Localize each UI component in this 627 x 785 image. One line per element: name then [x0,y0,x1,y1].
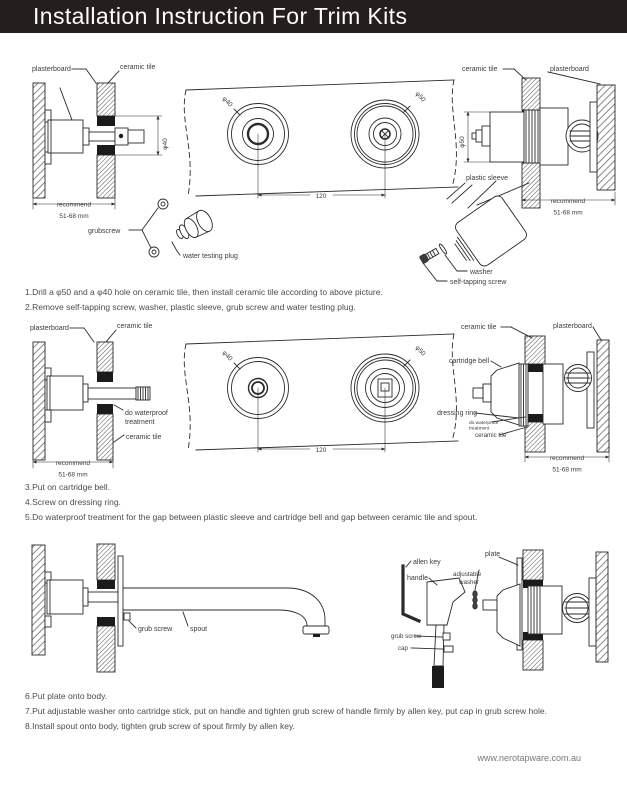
step-7: 7.Put adjustable washer onto cartridge stick, put on handle and tighten grub screw of handle firmly by allen key, put cap in grub screw hole. [25,706,547,717]
label-self-tapping-screw: self-tapping screw [450,279,507,286]
label-washer: washer [470,269,493,276]
label-ceramic-tile: ceramic tile [117,323,153,330]
dim-phi50: φ50 [413,344,427,358]
dim-phi40: φ40 [220,95,234,109]
label-water-testing-plug: water testing plug [183,253,238,260]
diagram-r2-hole-layout [172,330,460,462]
steps-3-5 [25,480,477,526]
handle-assembly-drawing [403,550,608,688]
diagram-r3-spout-installed [22,536,362,686]
label-grub-screw: grub screw [138,626,173,633]
dim-phi50: φ50 [459,136,466,148]
label-plasterboard: plasterboard [553,323,592,330]
label-cartridge-bell: cartridge bell [449,358,490,365]
label-adjustable-washer: washer [459,579,479,586]
dim-phi40: φ40 [162,138,169,150]
step-3: 3.Put on cartridge bell. [25,482,111,492]
diagram-r2-wall-section-right [435,316,627,481]
step-6: 6.Put plate onto body. [25,691,108,701]
dim-phi40: φ40 [220,349,234,363]
title-bar [0,0,627,33]
step-5: 5.Do waterproof treatment for the gap between plastic sleeve and cartridge bell and gap between ceramic tile and spout. [25,512,478,523]
step-8: 8.Install spout onto body, tighten grub screw of spout firmly by allen key. [25,721,295,732]
step-1: 1.Drill a φ50 and a φ40 hole on ceramic tile, then install ceramic tile according to above picture. [25,287,383,297]
dim-recommend: recommend [56,201,92,209]
water-testing-plug-drawing [129,199,216,257]
page-title: Installation Instruction For Trim Kits [33,3,408,29]
diagram-r1-sleeve-parts [403,183,583,288]
step-2: 2.Remove self-tapping screw, washer, plastic sleeve, grub screw and water testing plug. [25,302,356,313]
dim-120: 120 [315,447,327,454]
dim-120: 120 [315,193,327,200]
dim-recommend: recommend [550,198,586,205]
label-waterproof-1: do waterproof [469,421,499,426]
dim-range: 51-68 mm [59,213,89,220]
label-ceramic-tile: ceramic tile [462,66,498,73]
label-plasterboard: plasterboard [32,66,71,73]
label-waterproof-1: do waterproof [125,410,168,417]
diagram-r2-wall-section-left [20,318,180,480]
label-plasterboard: plasterboard [550,66,589,73]
website-url: www.nerotapware.com.au [477,753,581,763]
label-spout: spout [190,626,208,633]
label-ceramic-tile: ceramic tile [461,324,497,331]
step-4: 4.Screw on dressing ring. [25,497,121,508]
label-allen-key: allen key [413,559,441,566]
label-plastic-sleeve: plastic sleeve [466,175,509,182]
label-waterproof-2: treatment [469,426,490,432]
steps-6-8 [25,689,547,735]
dimension-lines [258,134,385,198]
dim-range: 51-68 mm [58,471,88,479]
dim-phi50: φ50 [413,90,427,104]
label-dressing-ring: dressing ring [437,410,478,417]
dim-recommend: recommend [55,460,91,467]
label-waterproof-2: treatment [125,419,155,426]
label-ceramic-tile: ceramic tile [120,64,156,71]
plastic-sleeve-drawing [419,183,529,281]
label-adjustable: adjustable [453,571,482,578]
label-ceramic-tile-2: ceramic tile [475,432,507,439]
label-handle: handle [407,575,429,582]
spout-drawing [32,544,329,672]
dimension-lines [258,388,385,452]
dim-range: 51-68 mm [552,466,582,474]
label-ceramic-tile-2: ceramic tile [126,434,162,441]
diagram-r3-handle-exploded [381,538,627,690]
dim-recommend: recommend [549,455,585,462]
label-grubscrew: grubscrew [88,228,121,235]
dim-range: 51-68 mm [553,209,583,217]
wall-section-drawing [33,69,144,198]
label-cap: cap [398,645,408,652]
label-grub-screw: grub screw [391,633,422,640]
steps-1-2 [25,285,383,315]
label-plasterboard: plasterboard [30,325,69,332]
diagram-r1-plug-parts [80,194,265,266]
label-plate: plate [485,551,501,558]
